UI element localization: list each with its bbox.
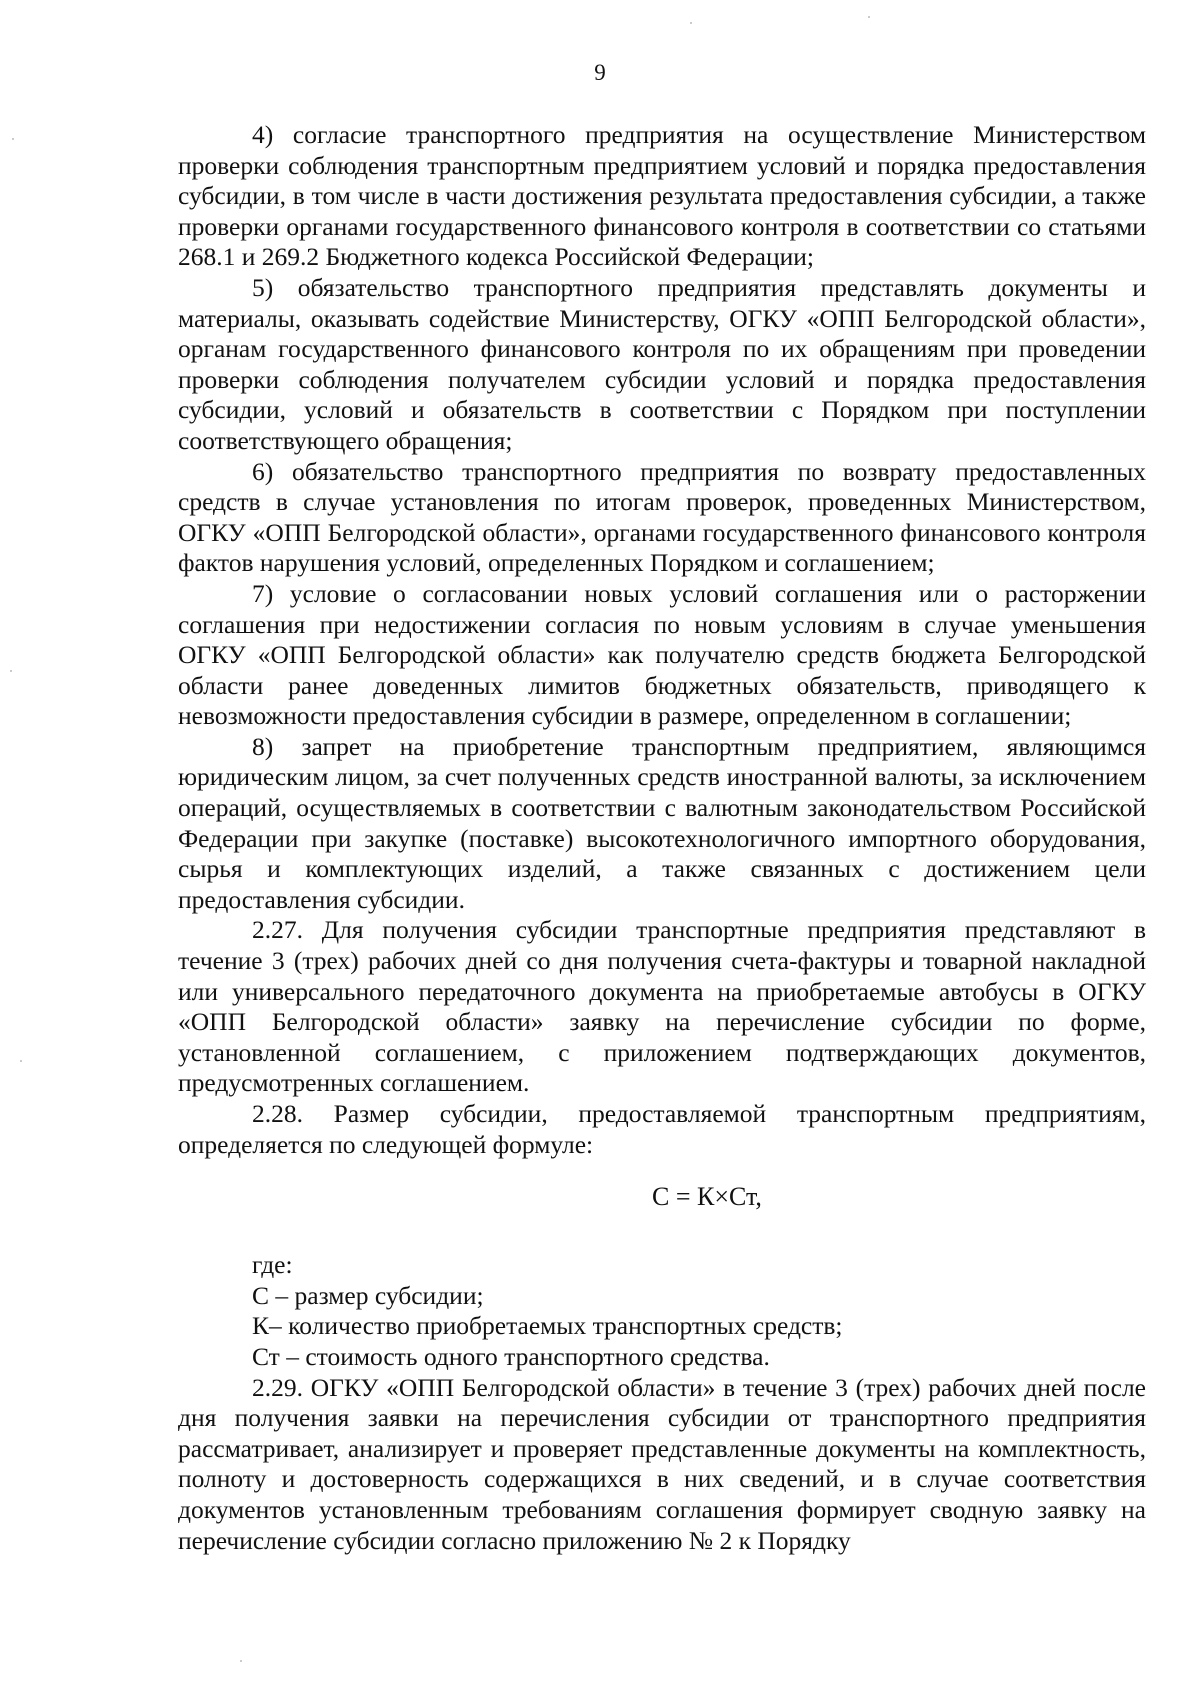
definition-c: С – размер субсидии; [252,1280,484,1310]
scan-speck [10,670,12,672]
scan-speck [240,1660,242,1662]
scan-speck [20,1060,22,1062]
definitions-intro: где: [252,1250,293,1280]
page-number: 9 [594,60,606,85]
paragraph-item-8: 8) запрет на приобретение транспортным предприятием, являющимся юридическим лицом, за счет полученных средств иностранной валюты, за исключением операций, осуществляемых в соответствии с валютным законодательством Российской Федерации при закупке (поставке) высокотехнологичного импортного оборудования, сырья и комплектующих изделий, а также связанных с достижением цели предоставления субсидии. [178,731,1146,914]
paragraph-item-5: 5) обязательство транспортного предприятия представлять документы и материалы, оказывать содействие Министерству, ОГКУ «ОПП Белгородской области», органам государственного финансового контроля по их обращениям при проведении проверки соблюдения получателем субсидии условий и порядка предоставления субсидии, условий и обязательств в соответствии с Порядком при поступлении соответствующего обращения; [178,272,1146,455]
scan-speck [12,138,14,140]
paragraph-item-7: 7) условие о согласовании новых условий соглашения или о расторжении соглашения при недостижении согласия по новым условиям в случае уменьшения ОГКУ «ОПП Белгородской области» как получателю средств бюджета Белгородской области ранее доведенных лимитов бюджетных обязательств, приводящего к невозможности предоставления субсидии в размере, определенном в соглашении; [178,578,1146,731]
definition-ct: Ст – стоимость одного транспортного средства. [252,1341,770,1371]
definition-k: К– количество приобретаемых транспортных средств; [252,1311,843,1341]
formula-text: С = К×Ст, [652,1182,762,1212]
document-body [178,120,1146,1556]
scan-speck [690,22,692,24]
scan-speck [868,16,870,18]
paragraph-2-28: 2.28. Размер субсидии, предоставляемой транспортным предприятиям, определяется по следующей формуле: [178,1099,1146,1159]
subsidy-formula [178,1160,1146,1250]
formula-definitions [178,1250,1146,1372]
paragraph-2-29: 2.29. ОГКУ «ОПП Белгородской области» в течение 3 (трех) рабочих дней после дня получения заявки на перечисления субсидии от транспортного предприятия рассматривает, анализирует и проверяет представленные документы на комплектность, полноту и достоверность содержащихся в них сведений, и в случае соответствия документов установленным требованиям соглашения формирует сводную заявку на перечисление субсидии согласно приложению № 2 к Порядку [178,1372,1146,1555]
paragraph-2-27: 2.27. Для получения субсидии транспортные предприятия представляют в течение 3 (трех) рабочих дней со дня получения счета-фактуры и товарной накладной или универсального передаточного документа на приобретаемые автобусы в ОГКУ «ОПП Белгородской области» заявку на перечисление субсидии по форме, установленной соглашением, с приложением подтверждающих документов, предусмотренных соглашением. [178,915,1146,1098]
paragraph-item-4: 4) согласие транспортного предприятия на осуществление Министерством проверки соблюдения транспортным предприятием условий и порядка предоставления субсидии, в том числе в части достижения результата предоставления субсидии, а также проверки органами государственного финансового контроля в соответствии со статьями 268.1 и 269.2 Бюджетного кодекса Российской Федерации; [178,120,1146,272]
paragraph-item-6: 6) обязательство транспортного предприятия по возврату предоставленных средств в случае установления по итогам проверок, проведенных Министерством, ОГКУ «ОПП Белгородской области», органами государственного финансового контроля фактов нарушения условий, определенных Порядком и соглашением; [178,456,1146,578]
